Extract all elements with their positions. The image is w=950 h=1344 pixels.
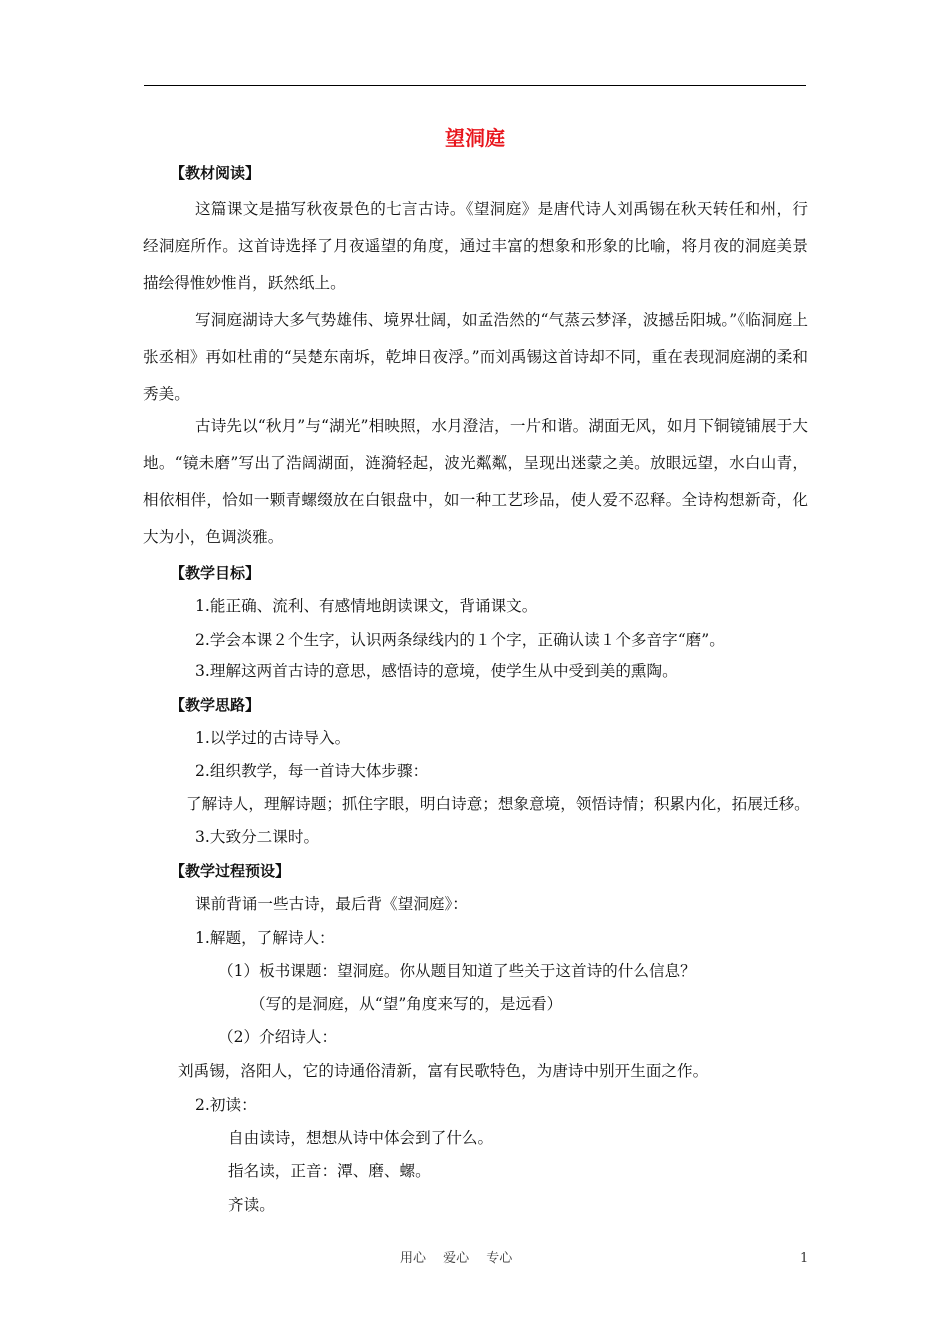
- page-number: 1: [800, 1251, 809, 1266]
- process-line-7: 2.初读：: [195, 1096, 257, 1114]
- goal-item-3: 3.理解这两首古诗的意思，感悟诗的意境，使学生从中受到美的熏陶。: [195, 662, 678, 680]
- paragraph-comparison: 写洞庭湖诗大多气势雄伟、境界壮阔，如孟浩然的“气蒸云梦泽，波撼岳阳城。”《临洞庭上张丞相》再如杜甫的“吴楚东南坼，乾坤日夜浮。”而刘禹锡这首诗却不同，重在表现洞庭湖的柔和秀美。: [143, 311, 808, 403]
- approach-item-3: 3.大致分二课时。: [195, 828, 320, 846]
- section-heading-goals: 【教学目标】: [170, 564, 261, 582]
- section-heading-reading: 【教材阅读】: [170, 164, 261, 182]
- process-line-5: （2）介绍诗人：: [218, 1028, 338, 1046]
- section-heading-approach: 【教学思路】: [170, 696, 261, 714]
- goal-item-1: 1.能正确、流利、有感情地朗读课文，背诵课文。: [195, 597, 538, 615]
- approach-item-2: 2.组织教学，每一首诗大体步骤：: [195, 762, 429, 780]
- process-line-2: 1.解题，了解诗人：: [195, 929, 335, 947]
- process-line-8: 自由读诗，想想从诗中体会到了什么。: [228, 1129, 494, 1147]
- approach-item-1: 1.以学过的古诗导入。: [195, 729, 351, 747]
- process-line-3: （1）板书课题：望洞庭。你从题目知道了些关于这首诗的什么信息？: [218, 962, 696, 980]
- process-line-1: 课前背诵一些古诗，最后背《望洞庭》：: [195, 895, 468, 913]
- header-rule: [144, 85, 806, 86]
- footer-motto: 用心 爱心 专心: [400, 1251, 513, 1266]
- page-title: 望洞庭: [445, 126, 505, 150]
- approach-steps: 了解诗人，理解诗题；抓住字眼，明白诗意；想象意境，领悟诗情；积累内化，拓展迁移。: [186, 795, 810, 813]
- goal-item-2: 2.学会本课２个生字，认识两条绿线内的１个字，正确认读１个多音字“磨”。: [195, 631, 725, 649]
- process-line-4: （写的是洞庭，从“望”角度来写的，是远看）: [250, 995, 563, 1013]
- process-line-6: 刘禹锡，洛阳人，它的诗通俗清新，富有民歌特色，为唐诗中别开生面之作。: [178, 1062, 709, 1080]
- process-line-10: 齐读。: [228, 1196, 275, 1214]
- section-heading-process: 【教学过程预设】: [170, 862, 291, 880]
- paragraph-analysis: 古诗先以“秋月”与“湖光”相映照，水月澄洁，一片和谐。湖面无风，如月下铜镜铺展于大地。“镜未磨”写出了浩阔湖面，涟漪轻起，波光粼粼，呈现出迷蒙之美。放眼远望，水白山青，相依相伴，恰如一颗青螺缀放在白银盘中，如一种工艺珍品，使人爱不忍释。全诗构想新奇，化大为小，色调淡雅。: [143, 417, 808, 546]
- paragraph-intro: 这篇课文是描写秋夜景色的七言古诗。《望洞庭》是唐代诗人刘禹锡在秋天转任和州，行经洞庭所作。这首诗选择了月夜遥望的角度，通过丰富的想象和形象的比喻，将月夜的洞庭美景描绘得惟妙惟肖，跃然纸上。: [143, 200, 808, 292]
- process-line-9: 指名读，正音：潭、磨、螺。: [228, 1162, 431, 1180]
